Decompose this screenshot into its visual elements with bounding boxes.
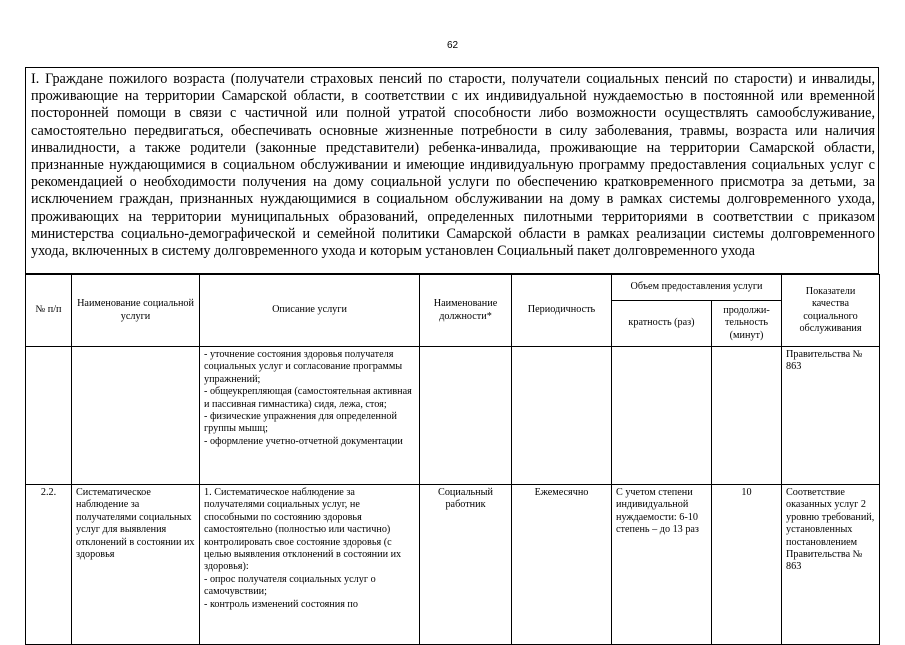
header-multiplicity: кратность (раз): [612, 301, 712, 347]
description-line: - контроль изменений состояния по: [204, 598, 358, 610]
cell-periodicity: [512, 347, 612, 485]
section-intro: I. Граждане пожилого возраста (получатели страховых пенсий по старости, получатели социальных пенсий по старости) и инвалиды, проживающие на территории Самарской области, в соответствии с их индивидуальной нуждаемостью в постоянной или временной посторонней помощи в связи с частичной или полной утратой способности либо возможности осуществлять самообслуживание, самостоятельно передвигаться, обеспечивать основные жизненные потребности в силу заболевания, травмы, возраста или наличия инвалидности, а также родители (законные представители) ребенка-инвалида, проживающие на территории Самарской области, признанные нуждающимися в социальном обслуживании и имеющие индивидуальную программу предоставления социальных услуг с рекомендацией о необходимости получения на дому социальной услуги по обеспечению кратковременного присмотра за детьми, за исключением граждан, признанных нуждающимися в социальном обслуживании на дому в рамках системы долговременного ухода, проживающих на территории муниципальных образований, определенных пилотными территориями в соответствии с приказом министерства социально-демографической и семейной политики Самарской области в рамках реализации системы долговременного ухода, включенных в систему долговременного ухода и которым установлен Социальный пакет долговременного ухода: [25, 67, 879, 274]
cell-duration: [712, 347, 782, 485]
description-line: - общеукрепляющая (самостоятельная активная и пассивная гимнастика) сидя, лежа, стоя;: [204, 386, 412, 410]
description-line: - физические упражнения для определенной группы мышц;: [204, 411, 397, 435]
cell-description: [200, 485, 420, 645]
services-table: [25, 274, 880, 645]
description-line: - уточнение состояния здоровья получателя социальных услуг и согласование программы упражнений;: [204, 349, 403, 385]
page-number: 62: [446, 40, 459, 51]
header-duration: продолжи-тельность (минут): [712, 301, 782, 347]
header-service-name: Наименование социальной услуги: [72, 275, 200, 347]
cell-num: [26, 347, 72, 485]
header-periodicity: Периодичность: [512, 275, 612, 347]
cell-service-name: [72, 347, 200, 485]
cell-num: 2.2.: [26, 485, 72, 645]
description-line: - опрос получателя социальных услуг о самочувствии;: [204, 573, 376, 598]
cell-quality: Правительства № 863: [782, 347, 880, 485]
cell-service-name: Систематическое наблюдение за получателями социальных услуг для выявления отклонений в состоянии их здоровья: [72, 485, 200, 645]
cell-quality: Соответствие оказанных услуг 2 уровню требований, установленных постановлением Правительства № 863: [782, 485, 880, 645]
description-line: 1. Систематическое наблюдение за получателями социальных услуг, не способными по состоянию здоровья самостоятельно (полностью или частично) контролировать свое состояние здоровья (с целью выявления отклонений в состоянии их здоровья):: [204, 487, 402, 573]
header-num: № п/п: [26, 275, 72, 347]
description-line: - оформление учетно-отчетной документации: [204, 435, 403, 447]
header-description: Описание услуги: [200, 275, 420, 347]
header-position: Наименование должности*: [420, 275, 512, 347]
cell-multiplicity: С учетом степени индивидуальной нуждаемости: 6-10 степень – до 13 раз: [612, 485, 712, 645]
cell-multiplicity: [612, 347, 712, 485]
header-quality: Показатели качества социального обслуживания: [782, 275, 880, 347]
table-row: [26, 485, 880, 645]
cell-position: Социальный работник: [420, 485, 512, 645]
table-row: [26, 347, 880, 485]
cell-duration: 10: [712, 485, 782, 645]
cell-description: [200, 347, 420, 485]
cell-periodicity: Ежемесячно: [512, 485, 612, 645]
cell-position: [420, 347, 512, 485]
header-volume: Объем предоставления услуги: [612, 275, 782, 301]
